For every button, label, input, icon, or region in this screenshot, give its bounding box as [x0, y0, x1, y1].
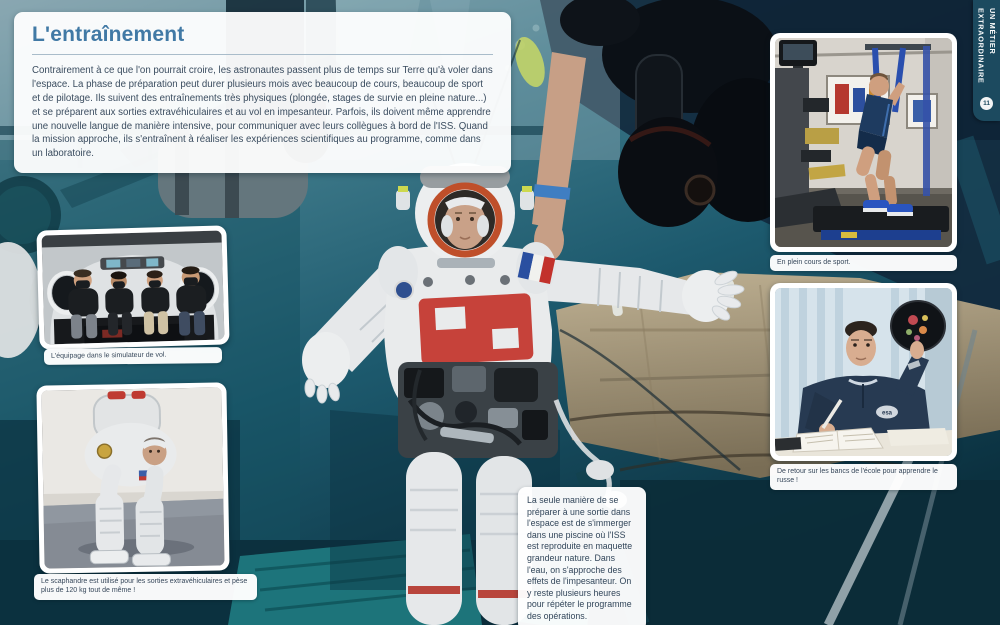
photo-russian-lesson — [770, 283, 957, 461]
title-divider — [32, 54, 493, 55]
chest-panel — [418, 293, 533, 365]
photo-russian-image — [775, 288, 952, 456]
suit-equipment — [398, 362, 558, 458]
chapter-title-vertical — [975, 8, 998, 92]
page-number: 11 — [980, 97, 993, 110]
chapter-title-line2: EXTRAORDINAIRE — [976, 8, 986, 84]
intro-card — [14, 12, 511, 173]
caption-crew: L'équipage dans le simulateur de vol. — [44, 347, 222, 365]
mission-patch — [395, 281, 413, 299]
svg-text:esa: esa — [881, 410, 893, 417]
chapter-title-line1: UN MÉTIER — [988, 8, 997, 55]
caption-spacesuit: Le scaphandre est utilisé pour les sorties extravéhiculaires et pèse plus de 120 kg tout de même ! — [34, 574, 257, 600]
spacesuit-scene — [41, 387, 224, 568]
photo-suit-image — [41, 387, 224, 568]
caption-sport: En plein cours de sport. — [770, 255, 957, 271]
chapter-edge-tab — [973, 0, 1000, 121]
sport-scene — [775, 38, 952, 247]
photo-crew-simulator — [36, 225, 229, 349]
photo-sport-image — [775, 38, 952, 247]
esa-logo — [876, 406, 898, 419]
photo-spacesuit — [36, 382, 229, 573]
caption-russian: De retour sur les bancs de l'école pour apprendre le russe ! — [770, 464, 957, 490]
russian-scene — [775, 288, 952, 456]
intro-text: Contrairement à ce que l'on pourrait croire, les astronautes passent plus de temps sur Terre qu'à voler dans l'espace. La phase de préparation peut durer plusieurs mois avec beaucoup de cours, beaucoup de sport et de pilotage. Ils suivent des entraînements très physiques (plongée, stages de survie en pleine nature...) et se préparent aux sorties extravéhiculaires et au vol en impesanteur. Parfois, ils doivent même apprendre une nouvelle langue de manière intensive, pour communiquer avec leurs collègues à bord de l'ISS. Quand la mission approche, ils s'entraînent à réaliser les expériences scientifiques au programme, comme dans un laboratoire. — [32, 65, 493, 160]
crew-scene — [42, 231, 225, 345]
photo-crew-image — [42, 231, 225, 345]
photo-sport-training — [770, 33, 957, 252]
page-title: L'entraînement — [32, 23, 185, 46]
callout-pool-training: La seule manière de se préparer à une sortie dans l'espace est de s'immerger dans une piscine où l'ISS est reproduite en maquette grandeur nature. Dans l'eau, on s'approche des effets de l'impesanteur. On y reste plusieurs heures pour répéter le programme des opérations. — [518, 487, 646, 625]
